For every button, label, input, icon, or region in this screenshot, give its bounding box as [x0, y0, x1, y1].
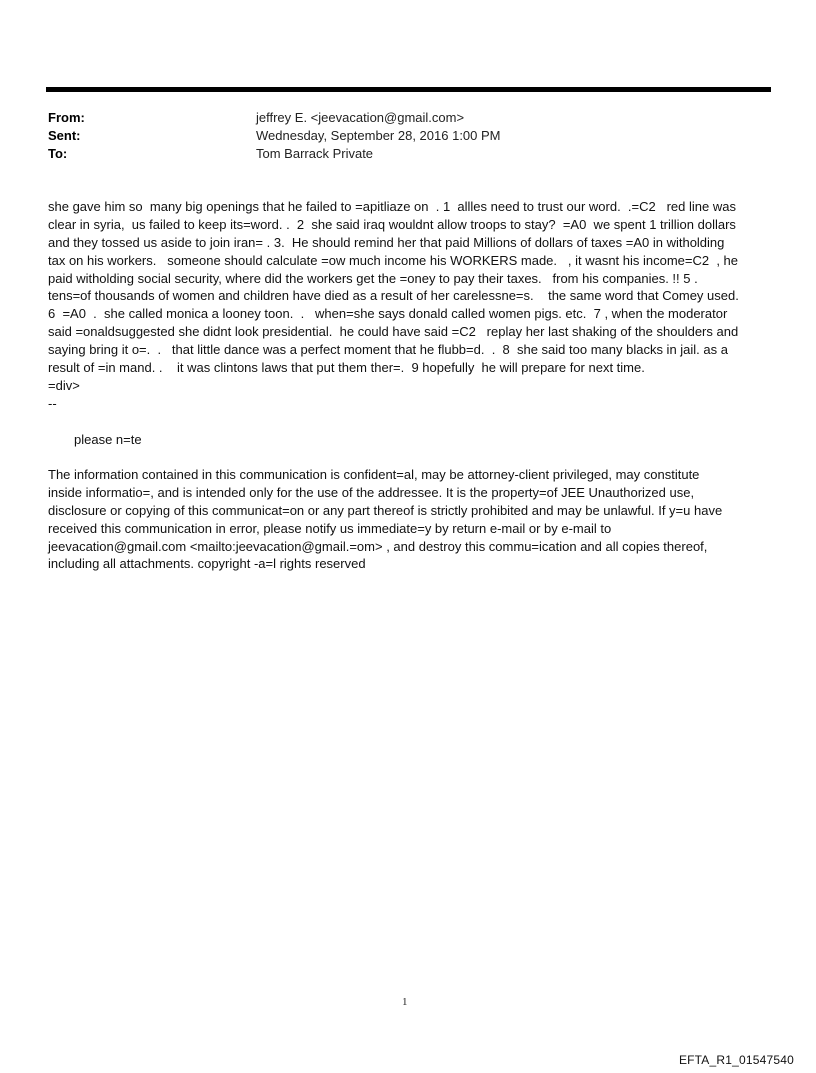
to-value: Tom Barrack Private: [256, 146, 374, 161]
sent-label: Sent:: [48, 128, 81, 143]
document-id: EFTA_R1_01547540: [678, 1053, 794, 1067]
body-line: tax on his workers. someone should calculate =ow much income his WORKERS made. , it wasnt his income=C2 , he: [48, 252, 739, 268]
from-row: [48, 109, 768, 127]
body-line: --: [48, 395, 57, 411]
disclaimer-line: inside informatio=, and is intended only for the use of the addressee. It is the property=of JEE Unauthorized use,: [48, 484, 695, 500]
body-line: tens=of thousands of women and children have died as a result of her carelessne=s. the same word that Comey used.: [48, 288, 739, 304]
confidentiality-disclaimer: [48, 466, 773, 573]
body-line: saying bring it o=. . that little dance was a perfect moment that he flubb=d. . 8 she said too many blacks in jail. as a: [48, 342, 728, 358]
body-line: paid witholding social security, where did the workers get the =oney to pay their taxes. from his companies. !! 5 .: [48, 270, 698, 286]
to-row: [48, 145, 768, 163]
body-line: 6 =A0 . she called monica a looney toon. . when=she says donald called women pigs. etc. 7 , when the moderator: [48, 306, 728, 322]
body-line: clear in syria, us failed to keep its=word. . 2 she said iraq wouldnt allow troops to stay? =A0 we spent 1 trillion dollars: [48, 216, 736, 232]
body-line: result of =in mand. . it was clintons laws that put them ther=. 9 hopefully he will prepare for next time.: [48, 360, 645, 376]
body-line: =div>: [48, 377, 80, 393]
disclaimer-line: including all attachments. copyright -a=l rights reserved: [48, 556, 366, 572]
header-rule: [46, 87, 771, 92]
from-value: jeffrey E. <jeevacation@gmail.com>: [256, 110, 465, 125]
disclaimer-line: jeevacation@gmail.com <mailto:jeevacation@gmail.=om> , and destroy this commu=ication and all copies thereof,: [48, 538, 708, 554]
body-line: and they tossed us aside to join iran= . 3. He should remind her that paid Millions of dollars of taxes =A0 in witholding: [48, 234, 725, 250]
page-number: 1: [402, 996, 408, 1008]
email-body: [48, 198, 773, 413]
sent-row: [48, 127, 768, 145]
signature-note: please n=te: [74, 432, 142, 447]
email-header: [48, 109, 768, 163]
disclaimer-line: disclosure or copying of this communicat=on or any part thereof is strictly prohibited and may be unlawful. If y=u have: [48, 502, 723, 518]
body-line: said =onaldsuggested she didnt look presidential. he could have said =C2 replay her last shaking of the shoulders and: [48, 324, 739, 340]
disclaimer-line: The information contained in this communication is confident=al, may be attorney-client privileged, may constitute: [48, 467, 700, 482]
sent-value: Wednesday, September 28, 2016 1:00 PM: [256, 128, 501, 143]
from-label: From:: [48, 110, 85, 125]
body-line: she gave him so many big openings that he failed to =apitliaze on . 1 allles need to trust our word. .=C2 red line was: [48, 199, 736, 214]
to-label: To:: [48, 146, 68, 161]
disclaimer-line: received this communication in error, please notify us immediate=y by return e-mail or by e-mail to: [48, 520, 612, 536]
